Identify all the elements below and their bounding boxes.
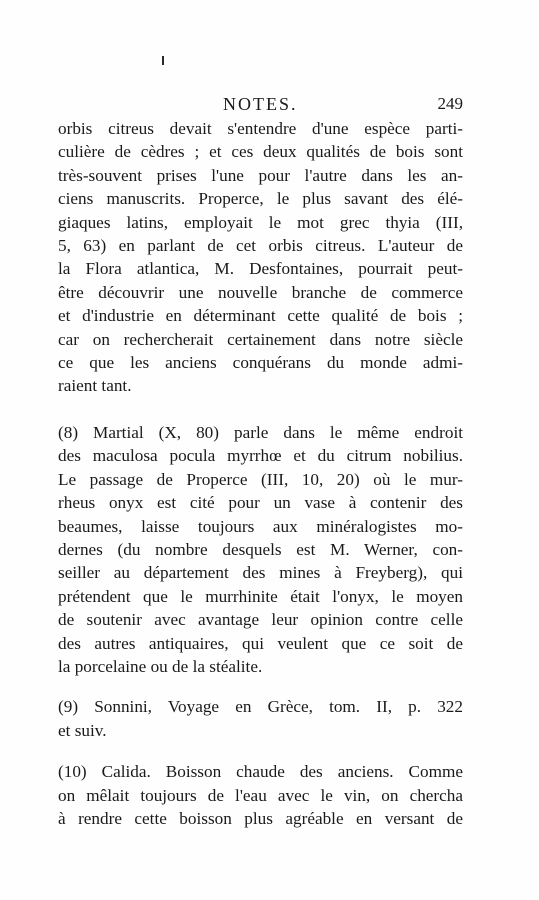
text-line: on mêlait toujours de l'eau avec le vin, on chercha bbox=[58, 785, 463, 805]
text-line: (10) Calida. Boisson chaude des anciens. Comme bbox=[58, 762, 463, 782]
text-line: prétendent que le murrhinite était l'onyx, le moyen bbox=[58, 586, 463, 606]
text-line: de soutenir avec avantage leur opinion contre celle bbox=[58, 610, 463, 630]
note-8 bbox=[58, 421, 463, 678]
text-line: la Flora atlantica, M. Desfontaines, pourrait peut- bbox=[58, 259, 463, 279]
text-line: orbis citreus devait s'entendre d'une espèce parti- bbox=[58, 119, 463, 138]
text-line: ce que les anciens conquérans du monde admi- bbox=[58, 353, 463, 373]
note-9 bbox=[58, 695, 463, 742]
text-line: raient tant. bbox=[58, 376, 132, 396]
page-body bbox=[58, 117, 463, 830]
text-line: très-souvent prises l'une pour l'autre dans les an- bbox=[58, 165, 463, 185]
text-line: des maculosa pocula myrrhœ et du citrum nobilius. bbox=[58, 446, 463, 466]
text-line: la porcelaine ou de la stéalite. bbox=[58, 656, 263, 676]
text-line: à rendre cette boisson plus agréable en versant de bbox=[58, 808, 463, 828]
text-line: 5, 63) en parlant de cet orbis citreus. L'auteur de bbox=[58, 236, 463, 256]
text-line: des autres antiquaires, qui veulent que ce soit de bbox=[58, 633, 463, 653]
paragraph-continuation bbox=[58, 117, 463, 398]
text-line: beaumes, laisse toujours aux minéralogistes mo- bbox=[58, 516, 463, 536]
text-line: Le passage de Properce (III, 10, 20) où le mur- bbox=[58, 469, 463, 489]
page-header bbox=[58, 94, 463, 116]
text-line: culière de cèdres ; et ces deux qualités de bois sont bbox=[58, 142, 463, 162]
page-number: 249 bbox=[437, 94, 463, 113]
note-10 bbox=[58, 760, 463, 830]
text-line: car on rechercherait certainement dans notre siècle bbox=[58, 329, 463, 349]
text-line: giaques latins, employait le mot grec thyia (III, bbox=[58, 212, 463, 232]
text-line: et suiv. bbox=[58, 720, 107, 740]
text-line: seiller au département des mines à Freyberg), qui bbox=[58, 563, 463, 583]
paragraph-gap bbox=[58, 742, 463, 760]
text-line: rheus onyx est cité pour un vase à contenir des bbox=[58, 493, 463, 513]
paragraph-gap bbox=[58, 678, 463, 695]
text-line: être découvrir une nouvelle branche de commerce bbox=[58, 282, 463, 302]
ink-speck bbox=[162, 56, 164, 65]
text-line: (8) Martial (X, 80) parle dans le même endroit bbox=[58, 422, 463, 442]
text-line: (9) Sonnini, Voyage en Grèce, tom. II, p. 322 bbox=[58, 697, 463, 717]
paragraph-gap bbox=[58, 398, 463, 421]
text-line: ciens manuscrits. Properce, le plus savant des élé- bbox=[58, 189, 463, 209]
text-line: et d'industrie en déterminant cette qualité de bois ; bbox=[58, 306, 463, 326]
text-line: dernes (du nombre desquels est M. Werner, con- bbox=[58, 539, 463, 559]
running-title: NOTES. bbox=[223, 94, 298, 114]
